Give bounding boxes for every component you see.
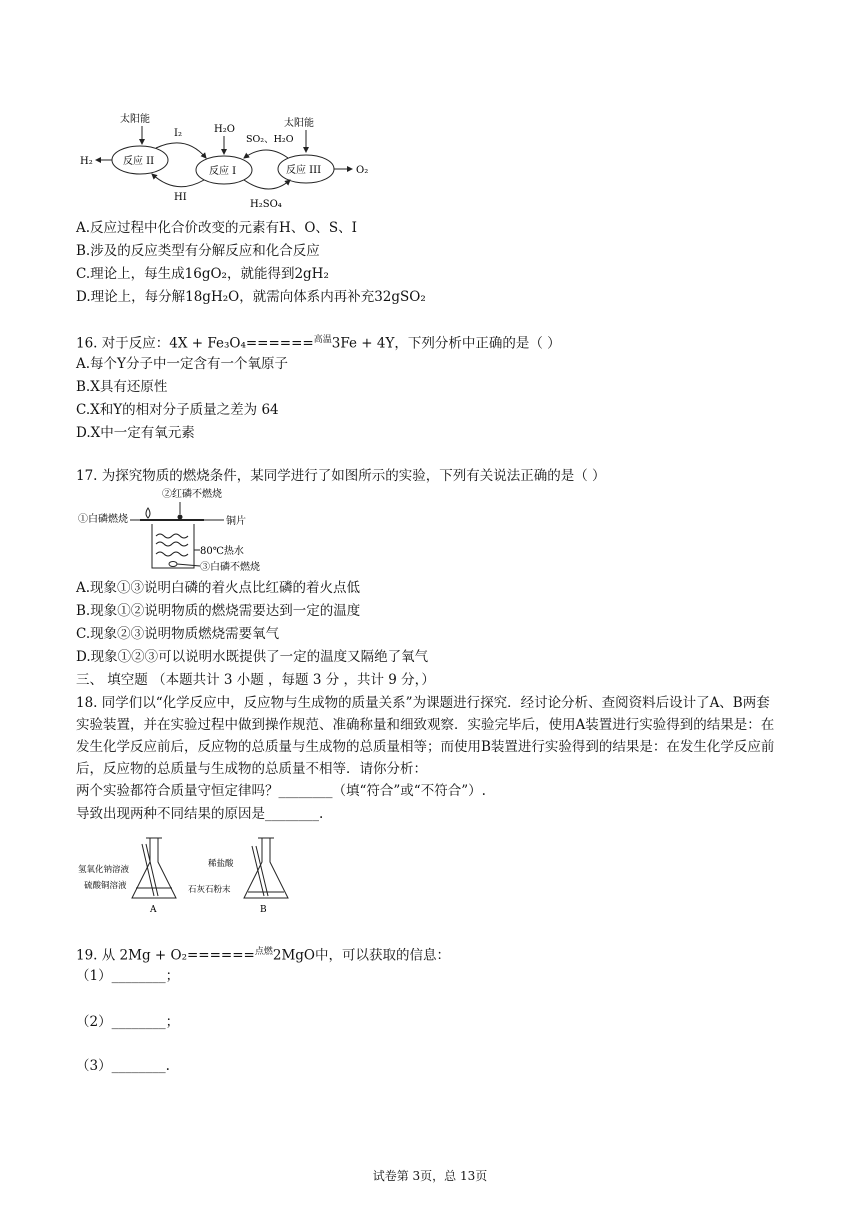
q15-option-c: C.理论上，每生成16gO₂，就能得到2gH₂ [76, 266, 329, 282]
q17-stem: 17. 为探究物质的燃烧条件，某同学进行了如图所示的实验，下列有关说法正确的是（ ） [76, 468, 606, 484]
q16-stem [76, 330, 561, 354]
apparatus-a-label: A [150, 905, 157, 915]
q19-stem-pre: 19. 从 2Mg + O₂====== [76, 947, 255, 964]
q16-option-d: D.X中一定有氧元素 [76, 425, 195, 441]
so2-h2o-label: SO₂、H₂O [246, 134, 294, 145]
q19-stem-post: 2MgO中，可以获取的信息： [272, 947, 450, 964]
q15-option-d: D.理论上，每分解18gH₂O，就需向体系内再补充32gSO₂ [76, 289, 426, 305]
h2so4-label: H₂SO₄ [250, 199, 282, 210]
naoh-solution-label: 氢氧化钠溶液 [78, 865, 130, 875]
q17-option-c: C.现象②③说明物质燃烧需要氧气 [76, 626, 280, 642]
white-phosphorus-unburnt-label: ③白磷不燃烧 [200, 562, 260, 573]
red-phosphorus-label: ②红磷不燃烧 [162, 489, 222, 500]
q19-blank-1: （1）________； [76, 968, 180, 984]
section-3-heading: 三、 填空题 （本题共计 3 小题 ，每题 3 分 ，共计 9 分，） [76, 672, 435, 688]
q18-paragraph: 18. 同学们以“化学反应中，反应物与生成物的质量关系”为课题进行探究．经讨论分析、查阅资料后设计了A、B两套实验装置，并在实验过程中做到操作规范、准确称量和细致观察．实验完毕后，使用A装置进行实验得到的结果是：在发生化学反应前后，反应物的总质量与生成物的总质量相等；而使用B装置进行实验得到的结果是：在发生化学反应前后，反应物的总质量与生成物的总质量不相等．请你分析： [76, 695, 775, 777]
q18-line-2: 导致出现两种不同结果的原因是________. [76, 806, 324, 822]
reaction-1-label: 反应 I [209, 166, 237, 177]
q18-line-1: 两个实验都符合质量守恒定律吗？________（填“符合”或“不符合”）. [76, 783, 486, 799]
h2-label: H₂ [80, 156, 93, 167]
q15-option-b: B.涉及的反应类型有分解反应和化合反应 [76, 243, 320, 259]
q19-condition: 点燃 [254, 947, 273, 957]
q19-blank-3: （3）________. [76, 1058, 170, 1074]
hi-label: HI [174, 192, 187, 203]
dilute-hcl-label: 稀盐酸 [208, 859, 234, 869]
q17-option-a: A.现象①③说明白磷的着火点比红磷的着火点低 [76, 580, 361, 596]
copper-plate-label: 铜片 [226, 516, 246, 527]
apparatus-ab-figure [76, 832, 306, 916]
combustion-experiment-figure [76, 484, 276, 574]
white-phosphorus-burning-label: ①白磷燃烧 [78, 514, 128, 525]
apparatus-b-label: B [260, 905, 267, 915]
page-footer: 试卷第 3页，总 13页 [372, 1169, 488, 1183]
o2-label: O₂ [356, 165, 369, 176]
sun-left-label: 太阳能 [120, 114, 150, 125]
cuso4-solution-label: 硫酸铜溶液 [84, 881, 127, 891]
q19-blank-2: （2）________； [76, 1014, 180, 1030]
q15-option-a: A.反应过程中化合价改变的元素有H、O、S、I [76, 220, 357, 236]
i2-label: I₂ [174, 128, 182, 139]
q16-condition: 高温 [313, 335, 332, 345]
h2o-label: H₂O [214, 124, 235, 135]
q17-option-d: D.现象①②③可以说明水既提供了一定的温度又隔绝了氧气 [76, 649, 429, 665]
sun-right-label: 太阳能 [284, 118, 314, 129]
reaction-3-label: 反应 III [286, 165, 322, 176]
q17-option-b: B.现象①②说明物质的燃烧需要达到一定的温度 [76, 603, 361, 619]
q16-option-c: C.X和Y的相对分子质量之差为 64 [76, 402, 279, 418]
q16-stem-post: 3Fe + 4Y，下列分析中正确的是（ ） [331, 335, 561, 352]
limestone-powder-label: 石灰石粉末 [188, 885, 231, 895]
reaction-2-label: 反应 II [123, 156, 155, 167]
hot-water-label: 80℃热水 [200, 546, 244, 557]
q16-stem-pre: 16. 对于反应：4X + Fe₃O₄====== [76, 335, 314, 352]
reaction-cycle-diagram [76, 112, 376, 210]
q16-option-b: B.X具有还原性 [76, 379, 168, 395]
q16-option-a: A.每个Y分子中一定含有一个氧原子 [76, 356, 288, 372]
q19-stem [76, 942, 450, 966]
